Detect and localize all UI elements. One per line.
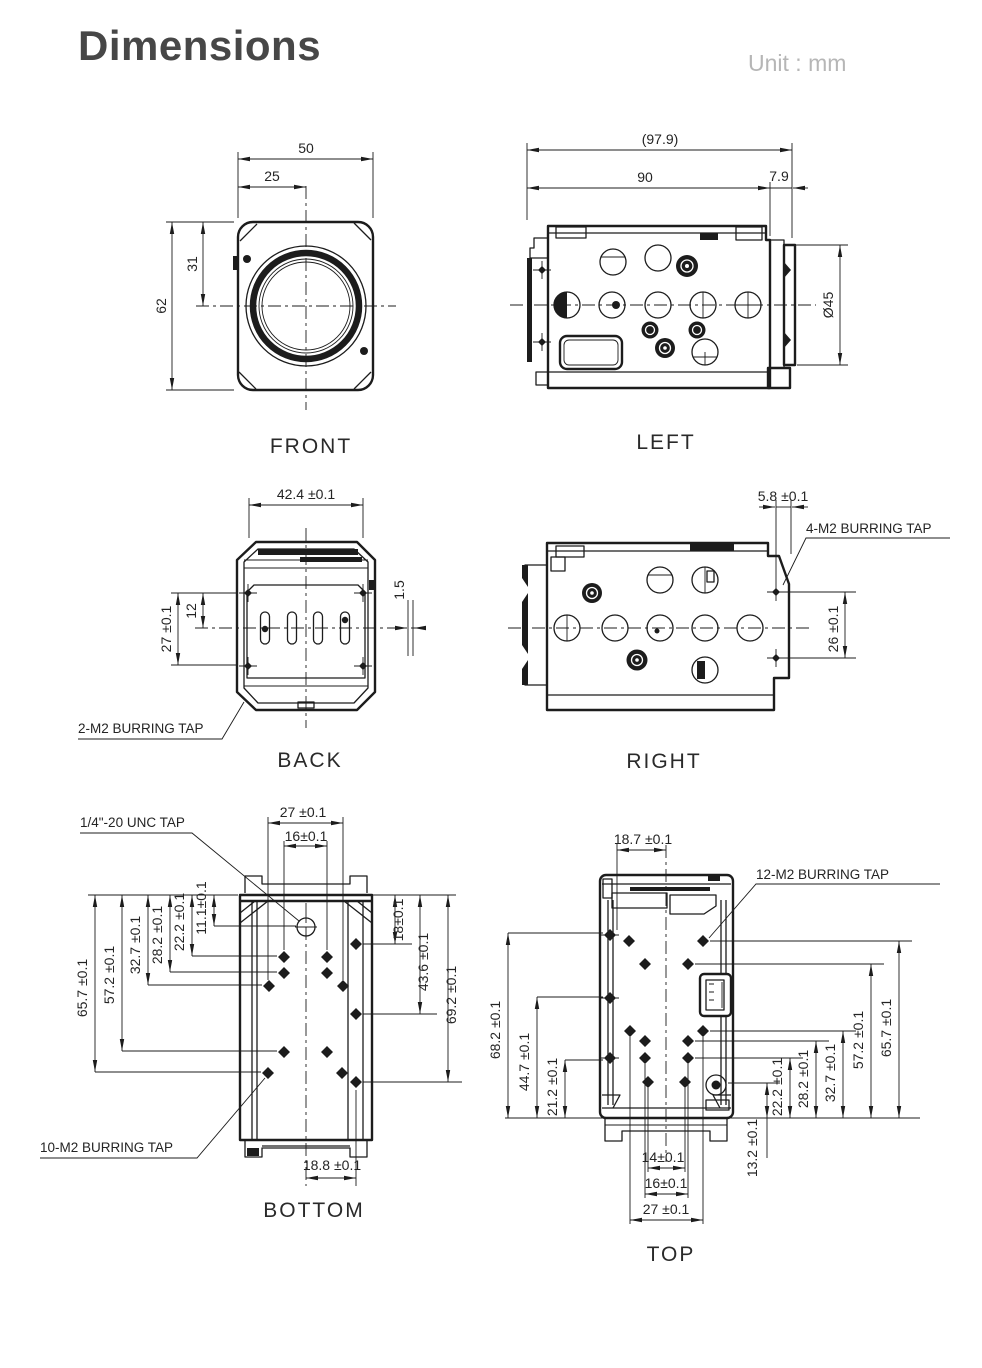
page-title: Dimensions <box>78 22 322 69</box>
m2-tap-holes <box>262 938 362 1088</box>
m2-tap-cross <box>239 584 372 675</box>
top-right-dim-5: 22.2 ±0.1 <box>769 1057 785 1117</box>
bottom-top-inner-dim: 16±0.1 <box>284 828 328 844</box>
right-burring-tap-callout: 4-M2 BURRING TAP <box>806 521 932 536</box>
bottom-right-dim-1: 18±0.1 <box>390 898 406 942</box>
right-view <box>508 488 950 773</box>
bottom-left-dim-4: 28.2 ±0.1 <box>149 905 165 965</box>
back-burring-tap-callout: 2-M2 BURRING TAP <box>78 721 204 736</box>
lens-barrel <box>525 565 547 685</box>
top-right-dim-2: 57.2 ±0.1 <box>850 1010 866 1070</box>
lens-diameter-dim: Ø45 <box>820 291 836 319</box>
callout-leader <box>783 538 950 585</box>
right-tap-offset-dim: 5.8 ±0.1 <box>757 488 809 504</box>
lens-mount-plate <box>770 240 784 368</box>
bottom-left-dim-5: 22.2 ±0.1 <box>171 892 187 952</box>
side-connector <box>700 974 731 1016</box>
front-caption: FRONT <box>269 435 353 458</box>
left-overall-dim: (97.9) <box>641 131 679 147</box>
rail-tap-holes <box>604 929 616 1064</box>
top-right-dim-4: 28.2 ±0.1 <box>795 1049 811 1109</box>
bottom-dimensions <box>40 804 462 1186</box>
bottom-left-dim-6: 11.1±0.1 <box>193 881 209 935</box>
bottom-right-dim-2: 43.6 ±0.1 <box>415 932 431 992</box>
front-side-tab <box>233 256 238 270</box>
top-right-dim-1: 65.7 ±0.1 <box>878 998 894 1058</box>
back-view <box>78 486 426 772</box>
left-view <box>510 131 848 454</box>
knurled-connector <box>676 255 698 277</box>
back-hole-offset-dim: 12 <box>183 603 199 619</box>
front-body-geometry <box>196 186 396 410</box>
top-bottom-dim-3: 27 ±0.1 <box>642 1201 690 1217</box>
left-lens-dim: 7.9 <box>769 168 789 184</box>
top-caption: TOP <box>646 1243 696 1266</box>
bottom-burring-tap-callout: 10-M2 BURRING TAP <box>40 1140 174 1155</box>
coax-connector <box>642 322 706 339</box>
back-body-geometry <box>195 528 420 728</box>
top-boss-dim: 13.2 ±0.1 <box>744 1118 760 1178</box>
right-body-geometry <box>508 543 812 710</box>
right-caption: RIGHT <box>626 750 702 773</box>
unc-tap-callout: 1/4"-20 UNC TAP <box>80 815 185 830</box>
bottom-top-outer-dim: 27 ±0.1 <box>279 804 327 820</box>
top-right-dim-3: 32.7 ±0.1 <box>822 1043 838 1103</box>
left-body-dim: 90 <box>637 169 653 185</box>
front-width-dim: 50 <box>298 140 314 156</box>
top-left-dim-3: 21.2 ±0.1 <box>544 1057 560 1117</box>
top-body-geometry <box>600 845 733 1162</box>
left-caption: LEFT <box>636 431 696 454</box>
bottom-view <box>40 804 462 1222</box>
top-left-dim-2: 44.7 ±0.1 <box>516 1032 532 1092</box>
front-half-width-dim: 25 <box>264 168 280 184</box>
left-dimensions <box>527 131 848 365</box>
back-width-dim: 42.4 ±0.1 <box>276 486 336 502</box>
front-view <box>153 140 396 458</box>
unit-label: Unit : mm <box>748 50 847 76</box>
front-screw <box>360 347 368 355</box>
connector-opening <box>560 336 622 369</box>
callout-leader <box>709 884 940 938</box>
top-bottom-dim-1: 14±0.1 <box>641 1149 685 1165</box>
front-lens-center-dim: 31 <box>184 256 200 272</box>
top-offset-dim: 18.7 ±0.1 <box>613 831 673 847</box>
front-bezel-edge <box>245 876 367 893</box>
callout-leader <box>80 833 299 921</box>
bottom-left-dim-1: 65.7 ±0.1 <box>74 958 90 1018</box>
bottom-body-geometry <box>240 876 372 1186</box>
back-plate-dim: 1.5 <box>391 580 407 600</box>
bottom-back-offset-dim: 18.8 ±0.1 <box>302 1157 362 1173</box>
top-dimensions <box>487 831 940 1224</box>
right-dimensions <box>758 488 950 658</box>
top-burring-tap-callout: 12-M2 BURRING TAP <box>756 867 890 882</box>
front-height-dim: 62 <box>153 298 169 314</box>
back-hole-span-dim: 27 ±0.1 <box>158 605 174 653</box>
right-tap-span-dim: 26 ±0.1 <box>825 605 841 653</box>
top-left-dim-1: 68.2 ±0.1 <box>487 1000 503 1060</box>
top-bottom-dim-2: 16±0.1 <box>644 1175 688 1191</box>
left-body-geometry <box>510 226 816 388</box>
top-view <box>487 831 940 1266</box>
front-screw <box>243 255 251 263</box>
bottom-right-dim-3: 69.2 ±0.1 <box>443 965 459 1025</box>
bottom-left-dim-3: 32.7 ±0.1 <box>127 915 143 975</box>
bottom-caption: BOTTOM <box>263 1199 365 1222</box>
bottom-left-dim-2: 57.2 ±0.1 <box>101 945 117 1005</box>
back-caption: BACK <box>277 749 343 772</box>
